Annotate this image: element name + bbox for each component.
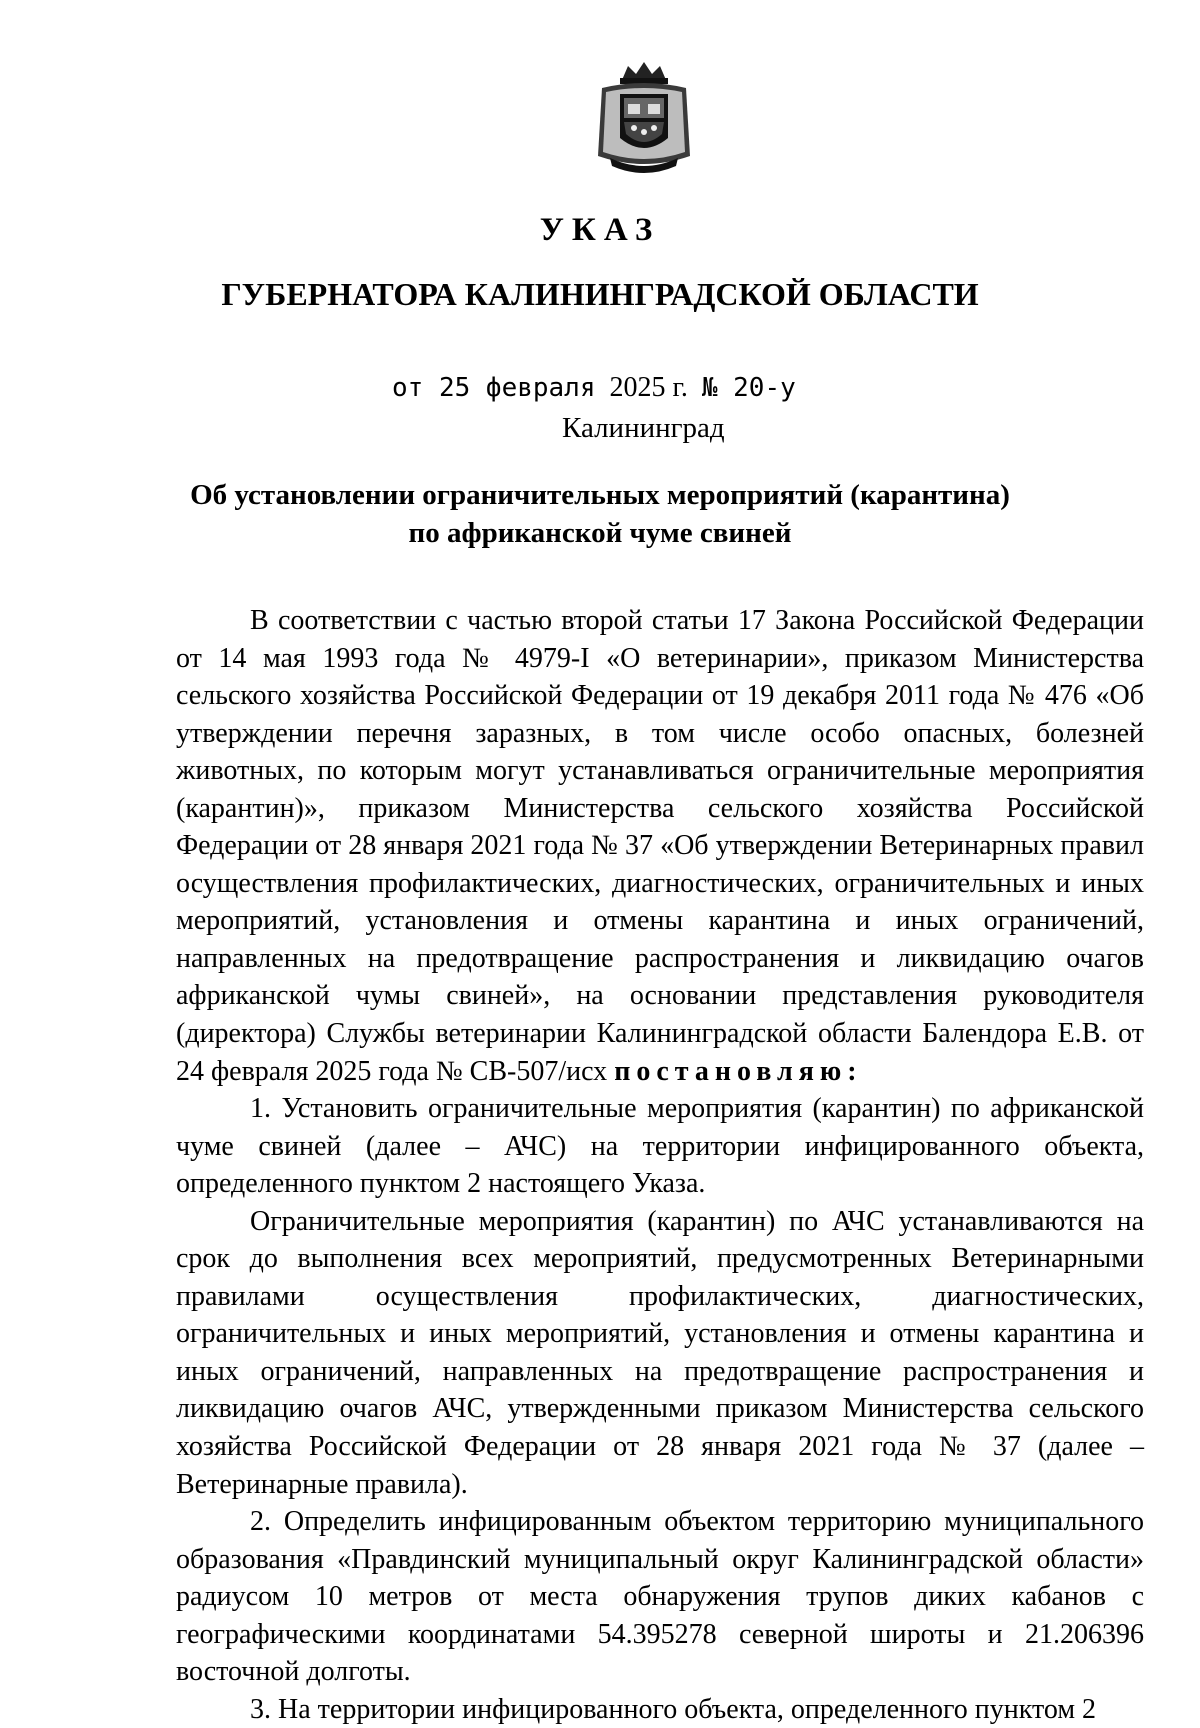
document-body (176, 602, 1144, 1728)
title-line-2: по африканской чуме свиней (408, 517, 792, 549)
preamble-paragraph (176, 602, 1144, 1090)
decree-year: 2025 г. (609, 372, 688, 403)
paragraph-3: 3. На территории инфицированного объекта, определенного пунктом 2 (250, 1693, 1097, 1725)
document-type-heading: УКАЗ (539, 212, 661, 248)
coat-of-arms-icon (592, 60, 696, 178)
authority-heading: ГУБЕРНАТОРА КАЛИНИНГРАДСКОЙ ОБЛАСТИ (221, 276, 979, 312)
decree-date: от 25 февраля (392, 373, 596, 403)
title-line-1: Об установлении ограничительных мероприятий (карантина) (190, 479, 1010, 511)
document-title (0, 476, 1200, 552)
paragraph-1: 1. Установить ограничительные мероприятия (карантин) по африканской чуме свиней (далее – АЧС) на территории инфицированного объекта, определенного пунктом 2 настоящего Указа. (176, 1093, 1144, 1200)
preamble-text: В соответствии с частью второй статьи 17 Закона Российской Федерации от 14 мая 1993 года № 4979-I «О ветеринарии», приказом Министерства сельского хозяйства Российской Федерации от 19 декабря 2011 года № 476 «Об утверждении перечня заразных, в том числе особо опасных, болезней животных, по которым могут устанавливаться ограничительные мероприятия (карантин)», приказом Министерства сельского хозяйства Российской Федерации от 28 января 2021 года № 37 «Об утверждении Ветеринарных правил осуществления профилактических, диагностических, ограничительных и иных мероприятий, установления и отмены карантина и иных ограничений, направленных на предотвращение распространения и ликвидацию очагов африканской чумы свиней», на основании представления руководителя (директора) Службы ветеринарии Калининградской области Балендора Е.В. от 24 февраля 2025 года № СВ-507/исх (176, 605, 1144, 1087)
decree-number: № 20-у (701, 373, 796, 403)
date-number-line (392, 372, 796, 404)
city-name: Калининград (562, 412, 725, 444)
decree-word: постановляю: (614, 1055, 863, 1087)
paragraph-1-continuation: Ограничительные мероприятия (карантин) по АЧС устанавливаются на срок до выполнения всех мероприятий, предусмотренных Ветеринарными правилами осуществления профилактических, диагностических, ограничительных и иных мероприятий, установления и отмены карантина и иных ограничений, направленных на предотвращение распространения и ликвидацию очагов АЧС, утвержденными приказом Министерства сельского хозяйства Российской Федерации от 28 января 2021 года № 37 (далее – Ветеринарные правила). (176, 1205, 1144, 1500)
paragraph-2: 2. Определить инфицированным объектом территорию муниципального образования «Правдинский муниципальный округ Калининградской области» радиусом 10 метров от места обнаружения трупов диких кабанов с географическими координатами 54.395278 северной широты и 21.206396 восточной долготы. (176, 1506, 1144, 1688)
